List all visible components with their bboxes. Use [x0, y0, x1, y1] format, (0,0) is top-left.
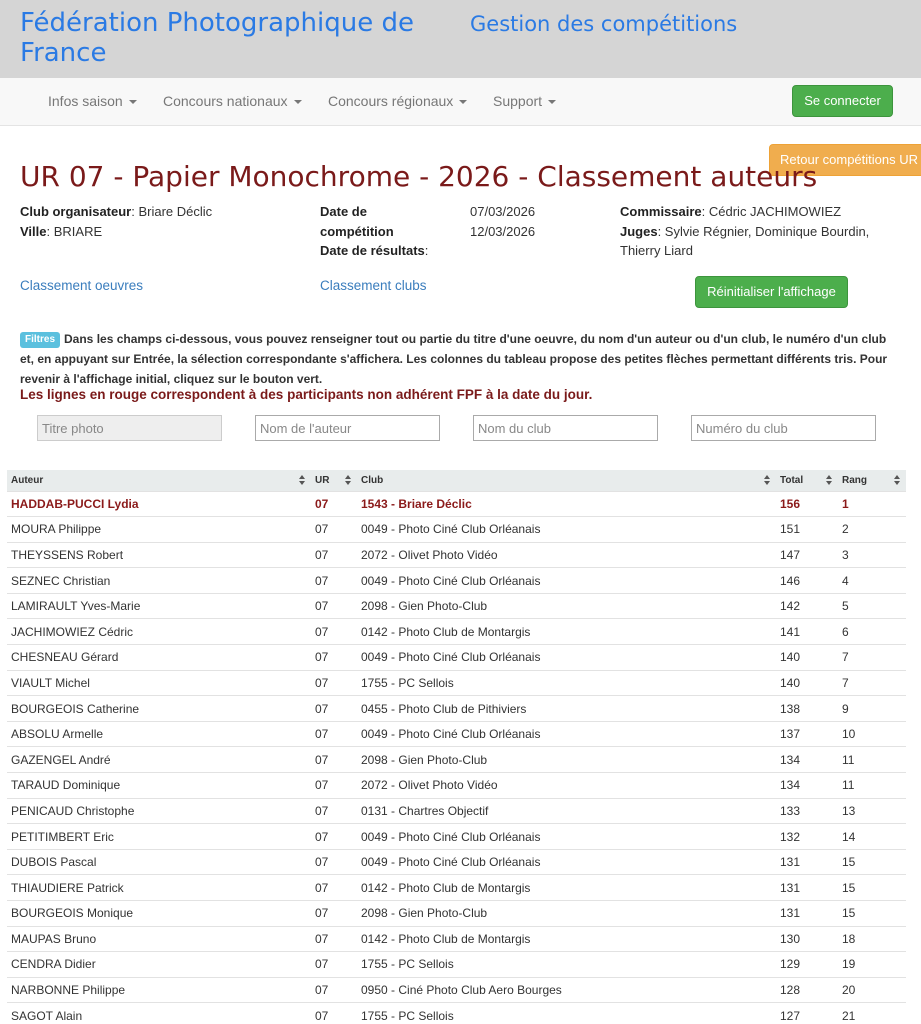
cell-author: ABSOLU Armelle — [7, 721, 311, 747]
cell-club: 2098 - Gien Photo-Club — [357, 901, 776, 927]
cell-rank: 15 — [838, 875, 906, 901]
cell-author: MAUPAS Bruno — [7, 926, 311, 952]
table-row — [7, 773, 906, 799]
table-row — [7, 696, 906, 722]
cell-ur: 07 — [311, 696, 357, 722]
cell-author: SAGOT Alain — [7, 1003, 311, 1024]
cell-author: VIAULT Michel — [7, 670, 311, 696]
col-header-label: Total — [780, 474, 804, 486]
cell-rank: 9 — [838, 696, 906, 722]
cell-ur: 07 — [311, 721, 357, 747]
cell-club: 2072 - Olivet Photo Vidéo — [357, 773, 776, 799]
nav-label: Infos saison — [48, 93, 123, 109]
table-row — [7, 926, 906, 952]
cell-rank: 10 — [838, 721, 906, 747]
table-row — [7, 619, 906, 645]
cell-total: 134 — [776, 773, 838, 799]
cell-total: 133 — [776, 798, 838, 824]
table-row — [7, 670, 906, 696]
cell-club: 0131 - Chartres Objectif — [357, 798, 776, 824]
cell-rank: 20 — [838, 977, 906, 1003]
table-row — [7, 875, 906, 901]
table-row — [7, 747, 906, 773]
table-row — [7, 645, 906, 671]
cell-rank: 3 — [838, 542, 906, 568]
chevron-down-icon — [548, 100, 556, 104]
dates-values — [470, 202, 590, 241]
sort-icon — [826, 475, 832, 486]
cell-club: 1755 - PC Sellois — [357, 952, 776, 978]
site-subtitle[interactable]: Gestion des compétitions — [470, 12, 738, 36]
cell-ur: 07 — [311, 952, 357, 978]
cell-rank: 13 — [838, 798, 906, 824]
col-header-rang[interactable] — [838, 470, 906, 491]
classement-oeuvres-link[interactable]: Classement oeuvres — [20, 278, 144, 293]
cell-rank: 21 — [838, 1003, 906, 1024]
cell-rank: 1 — [838, 491, 906, 517]
cell-club: 2072 - Olivet Photo Vidéo — [357, 542, 776, 568]
ville-value: : BRIARE — [46, 223, 103, 239]
cell-ur: 07 — [311, 773, 357, 799]
cell-total: 141 — [776, 619, 838, 645]
cell-author: HADDAB-PUCCI Lydia — [7, 491, 311, 517]
chevron-down-icon — [294, 100, 302, 104]
date-resultats-value: 12/03/2026 — [470, 223, 536, 239]
nonmember-warning: Les lignes en rouge correspondent à des participants non adhérent FPF à la date du jour. — [20, 387, 593, 402]
nav-concours-nationaux[interactable] — [163, 93, 302, 109]
cell-ur: 07 — [311, 824, 357, 850]
cell-ur: 07 — [311, 491, 357, 517]
cell-rank: 19 — [838, 952, 906, 978]
table-row — [7, 901, 906, 927]
cell-club: 1543 - Briare Déclic — [357, 491, 776, 517]
officials-info — [620, 202, 910, 261]
cell-rank: 7 — [838, 670, 906, 696]
cell-ur: 07 — [311, 619, 357, 645]
cell-total: 134 — [776, 747, 838, 773]
cell-total: 140 — [776, 670, 838, 696]
cell-total: 146 — [776, 568, 838, 594]
cell-rank: 5 — [838, 593, 906, 619]
cell-club: 0142 - Photo Club de Montargis — [357, 875, 776, 901]
cell-ur: 07 — [311, 977, 357, 1003]
nav-concours-regionaux[interactable] — [328, 93, 467, 109]
col-header-label: Rang — [842, 474, 867, 486]
nav-support[interactable] — [493, 93, 556, 109]
cell-author: LAMIRAULT Yves-Marie — [7, 593, 311, 619]
cell-club: 2098 - Gien Photo-Club — [357, 593, 776, 619]
table-row — [7, 721, 906, 747]
commissaire-label: Commissaire — [620, 204, 702, 219]
col-header-club[interactable] — [357, 470, 776, 491]
cell-ur: 07 — [311, 593, 357, 619]
cell-club: 0049 - Photo Ciné Club Orléanais — [357, 517, 776, 543]
cell-club: 2098 - Gien Photo-Club — [357, 747, 776, 773]
date-competition-label: Date de compétition — [320, 204, 394, 239]
cell-rank: 18 — [838, 926, 906, 952]
juges-value: : Sylvie Régnier, Dominique Bourdin, Thierry Liard — [620, 223, 870, 258]
date-resultats-label: Date de résultats — [320, 243, 425, 258]
table-row — [7, 824, 906, 850]
ville-label: Ville — [20, 223, 47, 239]
cell-ur: 07 — [311, 875, 357, 901]
page-title: UR 07 - Papier Monochrome - 2026 - Classement auteurs — [20, 160, 818, 193]
cell-rank: 2 — [838, 517, 906, 543]
club-label: Club organisateur — [20, 204, 132, 219]
cell-club: 0455 - Photo Club de Pithiviers — [357, 696, 776, 722]
cell-total: 138 — [776, 696, 838, 722]
author-filter-input[interactable] — [255, 415, 440, 441]
cell-rank: 7 — [838, 645, 906, 671]
dates-labels: Date de compétition Date de résultats: — [320, 204, 429, 258]
col-header-label: UR — [315, 474, 330, 486]
cell-total: 131 — [776, 901, 838, 927]
table-row — [7, 517, 906, 543]
cell-author: PENICAUD Christophe — [7, 798, 311, 824]
site-title[interactable]: Fédération Photographique de France — [20, 8, 414, 68]
cell-total: 132 — [776, 824, 838, 850]
col-header-label: Club — [361, 474, 384, 486]
cell-ur: 07 — [311, 568, 357, 594]
col-header-label: Auteur — [11, 474, 44, 486]
table-row — [7, 593, 906, 619]
cell-club: 0049 - Photo Ciné Club Orléanais — [357, 721, 776, 747]
table-row — [7, 1003, 906, 1024]
cell-ur: 07 — [311, 747, 357, 773]
cell-author: PETITIMBERT Eric — [7, 824, 311, 850]
cell-total: 129 — [776, 952, 838, 978]
reset-display-button[interactable]: Réinitialiser l'affichage — [695, 276, 848, 308]
table-row — [7, 977, 906, 1003]
cell-ur: 07 — [311, 670, 357, 696]
cell-rank: 11 — [838, 773, 906, 799]
cell-rank: 11 — [838, 747, 906, 773]
col-header-ur[interactable] — [311, 470, 357, 491]
cell-club: 1755 - PC Sellois — [357, 1003, 776, 1024]
table-row — [7, 849, 906, 875]
table-row — [7, 952, 906, 978]
col-header-auteur[interactable] — [7, 470, 311, 491]
club-value: : Briare Déclic — [131, 204, 213, 219]
cell-author: NARBONNE Philippe — [7, 977, 311, 1003]
table-row — [7, 491, 906, 517]
cell-total: 156 — [776, 491, 838, 517]
classement-clubs-link[interactable]: Classement clubs — [320, 278, 427, 293]
cell-author: CHESNEAU Gérard — [7, 645, 311, 671]
cell-club: 0950 - Ciné Photo Club Aero Bourges — [357, 977, 776, 1003]
ranking-table — [7, 470, 906, 1024]
table-header-row — [7, 470, 906, 491]
cell-total: 142 — [776, 593, 838, 619]
top-header — [0, 0, 921, 78]
filter-help — [20, 329, 900, 389]
cell-rank: 15 — [838, 901, 906, 927]
cell-ur: 07 — [311, 1003, 357, 1024]
sort-icon — [894, 475, 900, 486]
nav-label: Concours nationaux — [163, 93, 288, 109]
navbar — [0, 78, 921, 126]
cell-author: CENDRA Didier — [7, 952, 311, 978]
cell-total: 130 — [776, 926, 838, 952]
chevron-down-icon — [129, 100, 137, 104]
cell-author: TARAUD Dominique — [7, 773, 311, 799]
cell-club: 0049 - Photo Ciné Club Orléanais — [357, 824, 776, 850]
table-row — [7, 798, 906, 824]
cell-ur: 07 — [311, 798, 357, 824]
sort-icon — [299, 475, 305, 486]
cell-total: 137 — [776, 721, 838, 747]
cell-author: THIAUDIERE Patrick — [7, 875, 311, 901]
cell-ur: 07 — [311, 901, 357, 927]
cell-rank: 4 — [838, 568, 906, 594]
cell-author: GAZENGEL André — [7, 747, 311, 773]
filter-help-text: Dans les champs ci-dessous, vous pouvez renseigner tout ou partie du titre d'une oeuvre, du nom d'un auteur ou d'un club, le numéro d'un club et, en appuyant sur Entrée, la sélection correspondante s'affichera. Les colonnes du tableau propose des petites flèches permettant différents tris. Pour revenir à l'affichage initial, cliquez sur le bouton vert. — [20, 332, 888, 386]
cell-total: 140 — [776, 645, 838, 671]
cell-club: 0142 - Photo Club de Montargis — [357, 619, 776, 645]
juges-label: Juges — [620, 223, 658, 239]
cell-rank: 6 — [838, 619, 906, 645]
nav-infos-saison[interactable] — [48, 93, 137, 109]
club-filter-input[interactable] — [473, 415, 658, 441]
commissaire-value: : Cédric JACHIMOWIEZ — [701, 204, 842, 219]
cell-author: JACHIMOWIEZ Cédric — [7, 619, 311, 645]
table-row — [7, 542, 906, 568]
cell-rank: 14 — [838, 824, 906, 850]
sort-icon — [764, 475, 770, 486]
club-info — [20, 202, 300, 241]
cell-total: 128 — [776, 977, 838, 1003]
chevron-down-icon — [459, 100, 467, 104]
cell-author: THEYSSENS Robert — [7, 542, 311, 568]
login-button[interactable]: Se connecter — [792, 85, 893, 117]
sort-icon — [345, 475, 351, 486]
club-number-filter-input[interactable] — [691, 415, 876, 441]
nav-label: Concours régionaux — [328, 93, 454, 109]
nav-label: Support — [493, 93, 543, 109]
cell-rank: 15 — [838, 849, 906, 875]
cell-author: DUBOIS Pascal — [7, 849, 311, 875]
cell-club: 0049 - Photo Ciné Club Orléanais — [357, 645, 776, 671]
cell-ur: 07 — [311, 542, 357, 568]
col-header-total[interactable] — [776, 470, 838, 491]
filters-badge: Filtres — [20, 332, 60, 348]
table-row — [7, 568, 906, 594]
cell-total: 131 — [776, 849, 838, 875]
cell-ur: 07 — [311, 849, 357, 875]
title-filter-input[interactable] — [37, 415, 222, 441]
cell-author: BOURGEOIS Catherine — [7, 696, 311, 722]
cell-total: 147 — [776, 542, 838, 568]
cell-club: 0142 - Photo Club de Montargis — [357, 926, 776, 952]
cell-total: 127 — [776, 1003, 838, 1024]
cell-total: 151 — [776, 517, 838, 543]
cell-ur: 07 — [311, 645, 357, 671]
cell-club: 1755 - PC Sellois — [357, 670, 776, 696]
date-competition-value: 07/03/2026 — [470, 204, 536, 219]
cell-author: BOURGEOIS Monique — [7, 901, 311, 927]
cell-ur: 07 — [311, 517, 357, 543]
cell-author: SEZNEC Christian — [7, 568, 311, 594]
cell-author: MOURA Philippe — [7, 517, 311, 543]
cell-total: 131 — [776, 875, 838, 901]
cell-ur: 07 — [311, 926, 357, 952]
table-body — [7, 491, 906, 1024]
cell-club: 0049 - Photo Ciné Club Orléanais — [357, 568, 776, 594]
cell-club: 0049 - Photo Ciné Club Orléanais — [357, 849, 776, 875]
return-competitions-button[interactable]: Retour compétitions UR — [769, 144, 921, 176]
